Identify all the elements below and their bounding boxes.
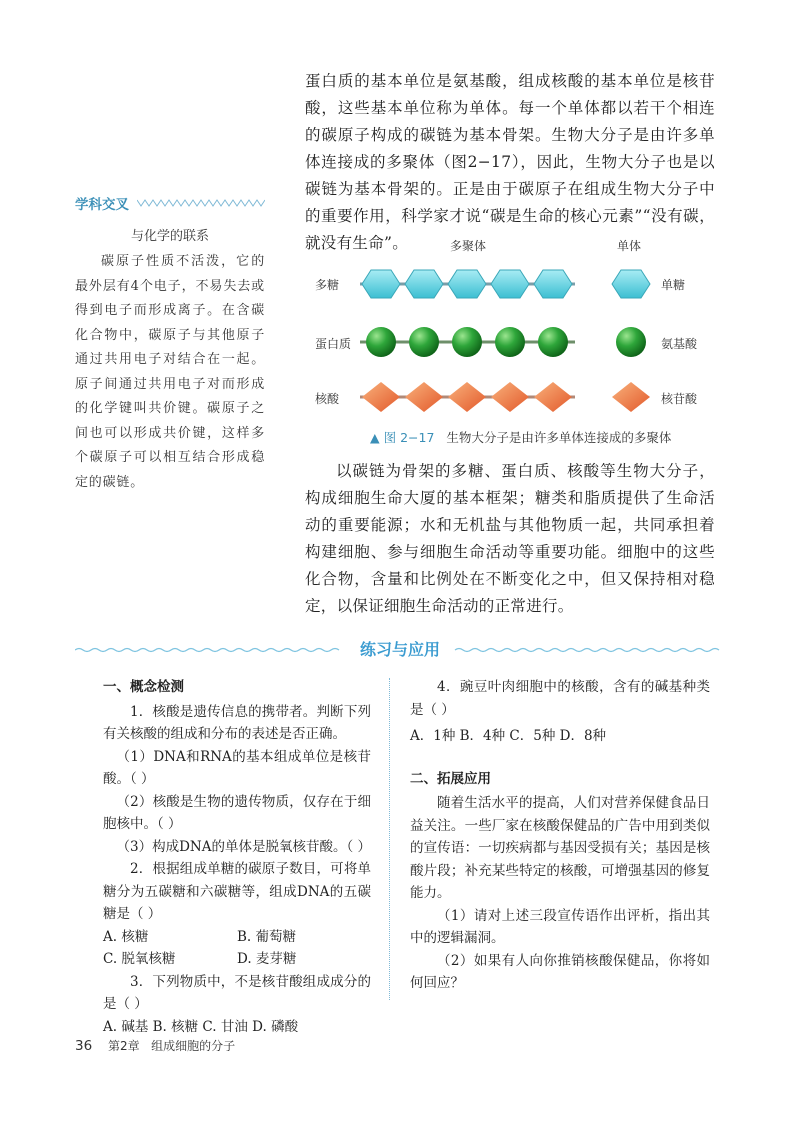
figure-2-17	[305, 232, 715, 447]
part2-text: 随着生活水平的提高，人们对营养保健食品日益关注。一些厂家在核酸保健品的广告中用到类似的宣传语：一切疾病都与基因受损有关；基因是核酸片段；补充某些特定的核酸，可增强基因的修复能力。	[410, 795, 710, 901]
sidebar-body-text: 碳原子性质不活泼，它的最外层有4个电子，不易失去或得到电子而形成离子。在含碳化合物中，碳原子与其他原子通过共用电子对结合在一起。原子间通过共用电子对而形成的化学键叫共价键。碳原子之间也可以形成共价键，这样多个碳原子可以相互结合形成稳定的碳链。	[75, 254, 265, 490]
question-2-options-row-1	[103, 926, 371, 949]
question-2-options-row-2	[103, 948, 371, 971]
nucleotide-diamond-icon	[405, 382, 443, 412]
exercise-left-column	[103, 676, 371, 1038]
main-paragraph-2-text: 以碳链为骨架的多糖、蛋白质、核酸等生物大分子，构成细胞生命大厦的基本框架；糖类和脂质提供了生命活动的重要能源；水和无机盐与其他物质一起，共同承担着构建细胞、参与细胞生命活动等重要功能。细胞中的这些化合物，含量和比例处在不断变化之中，但又保持相对稳定，以保证细胞生命活动的正常进行。	[305, 462, 715, 615]
nucleotide-diamond-icon	[362, 382, 400, 412]
nucleotide-diamond-icon	[534, 382, 572, 412]
question-4: 4．豌豆叶肉细胞中的核酸，含有的碱基种类是（ ）	[410, 679, 710, 718]
glucose-hexagon-icon	[405, 270, 443, 298]
question-4-options: A．1种 B．4种 C．5种 D．8种	[410, 728, 607, 744]
amino-acid-monomer-sphere-icon	[616, 327, 646, 357]
zigzag-decoration-icon	[137, 199, 265, 207]
figure-header-monomer: 单体	[617, 239, 642, 253]
column-divider	[389, 678, 390, 1000]
part2-title: 二、拓展应用	[410, 770, 491, 787]
page-footer	[75, 1037, 235, 1054]
nucleic-acid-chain	[362, 382, 572, 412]
question-3: 3．下列物质中，不是核苷酸组成成分的是（ ）	[103, 973, 371, 1012]
main-paragraph-1	[305, 68, 715, 257]
part1-title: 一、概念检测	[103, 679, 184, 695]
amino-acid-sphere-icon	[538, 327, 568, 357]
sidebar-body	[75, 250, 265, 495]
exercise-section-title: 练习与应用	[359, 640, 440, 659]
question-2-option-d: D. 麦芽糖	[237, 951, 297, 967]
exercise-right-column	[410, 676, 710, 995]
caption-text: 生物大分子是由许多单体连接成的多聚体	[446, 430, 672, 445]
sidebar-label: 学科交叉	[75, 197, 129, 213]
question-2-option-a: A. 核糖	[103, 928, 149, 945]
question-1-item-3: （3）构成DNA的单体是脱氧核苷酸。（ ）	[116, 838, 372, 855]
amino-acid-sphere-icon	[495, 327, 525, 357]
main-paragraph-2	[305, 458, 715, 620]
glucose-hexagon-icon	[534, 270, 572, 298]
row-label-nucleotide: 核苷酸	[661, 392, 698, 406]
part2-question-1: （1）请对上述三段宣传语作出评析，指出其中的逻辑漏洞。	[410, 907, 710, 946]
main-paragraph-1-text: 蛋白质的基本单位是氨基酸，组成核酸的基本单位是核苷酸，这些基本单位称为单体。每一个单体都以若干个相连的碳原子构成的碳链为基本骨架。生物大分子是由许多单体连接成的多聚体（图2−17），因此，生物大分子也是以碳链为基本骨架的。正是由于碳原子在组成生物大分子中的重要作用，科学家才说“碳是生命的核心元素”“没有碳，就没有生命”。	[305, 72, 715, 252]
monosaccharide-hexagon-icon	[612, 270, 650, 298]
row-label-protein: 蛋白质	[315, 337, 352, 351]
glucose-hexagon-icon	[362, 270, 400, 298]
sidebar-title: 与化学的联系	[130, 229, 209, 244]
question-1-item-2: （2）核酸是生物的遗传物质，仅存在于细胞核中。（ ）	[103, 793, 371, 832]
footer-chapter-title: 组成细胞的分子	[151, 1039, 236, 1053]
polysaccharide-chain	[362, 270, 572, 298]
nucleotide-diamond-icon	[491, 382, 529, 412]
row-label-polysaccharide: 多糖	[315, 278, 340, 292]
glucose-hexagon-icon	[448, 270, 486, 298]
footer-chapter: 第2章	[108, 1039, 140, 1053]
question-2-option-b: B. 葡萄糖	[237, 928, 297, 945]
amino-acid-sphere-icon	[366, 327, 396, 357]
part2-question-2: （2）如果有人向你推销核酸保健品，你将如何回应？	[410, 952, 710, 991]
figure-diagram	[305, 232, 715, 427]
sidebar-header	[75, 193, 265, 213]
row-label-amino-acid: 氨基酸	[661, 337, 698, 351]
question-1-item-1: （1）DNA和RNA的基本组成单位是核苷酸。（ ）	[103, 748, 371, 787]
question-2: 2．根据组成单糖的碳原子数目，可将单糖分为五碳糖和六碳糖等，组成DNA的五碳糖是（ ）	[103, 861, 371, 922]
glucose-hexagon-icon	[491, 270, 529, 298]
figure-header-polymer: 多聚体	[450, 239, 487, 253]
amino-acid-sphere-icon	[452, 327, 482, 357]
row-label-nucleic-acid: 核酸	[315, 392, 340, 406]
page-number: 36	[75, 1038, 93, 1054]
question-2-option-c: C. 脱氧核糖	[103, 951, 176, 967]
nucleotide-diamond-icon	[448, 382, 486, 412]
figure-caption	[370, 428, 671, 446]
exercise-section-header	[75, 637, 725, 663]
amino-acid-sphere-icon	[409, 327, 439, 357]
row-label-monosaccharide: 单糖	[661, 278, 686, 292]
nucleotide-monomer-diamond-icon	[612, 382, 650, 412]
question-1: 1．核酸是遗传信息的携带者。判断下列有关核酸的组成和分布的表述是否正确。	[103, 703, 371, 742]
caption-triangle-icon: ▲	[370, 430, 380, 445]
caption-figure-number: 图 2−17	[383, 430, 435, 445]
question-3-options: A. 碱基 B. 核糖 C. 甘油 D. 磷酸	[103, 1018, 299, 1035]
